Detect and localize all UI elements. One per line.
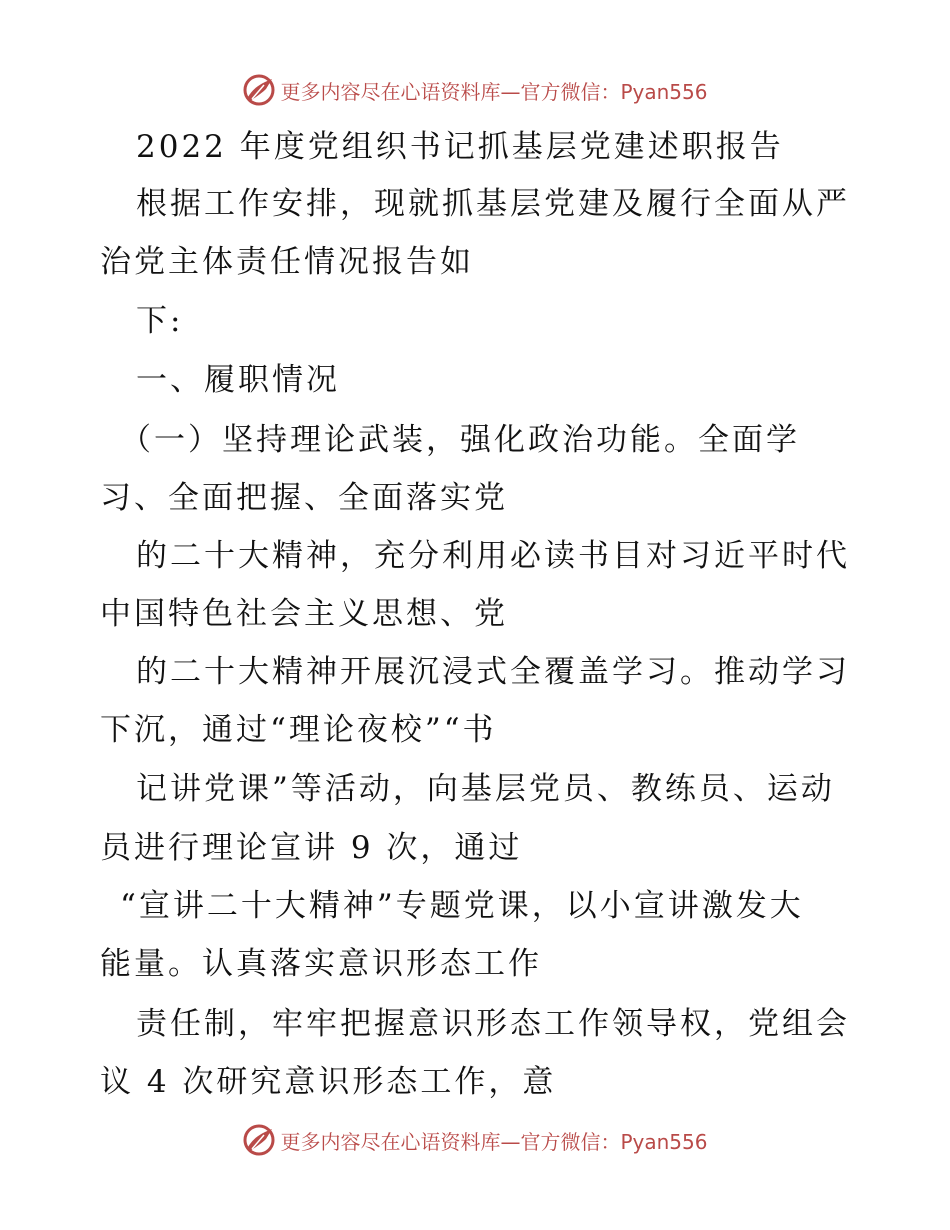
brand-logo-icon <box>242 1123 276 1157</box>
text-line: 能量。认真落实意识形态工作 <box>100 946 542 982</box>
text-line: 责任制，牢牢把握意识形态工作领导权，党组会 <box>136 1006 850 1042</box>
watermark-banner-top <box>0 70 950 110</box>
text-line: 的二十大精神开展沉浸式全覆盖学习。推动学习 <box>136 654 850 690</box>
text-line: 记讲党课”等活动，向基层党员、教练员、运动 <box>136 771 835 807</box>
text-line: 议 4 次研究意识形态工作，意 <box>100 1064 557 1100</box>
text-line: 习、全面把握、全面落实党 <box>100 480 508 516</box>
document-title: 2022 年度党组织书记抓基层党建述职报告 <box>136 129 784 165</box>
text-line: 治党主体责任情况报告如 <box>100 244 474 280</box>
text-line: 中国特色社会主义思想、党 <box>100 596 508 632</box>
text-line: 的二十大精神，充分利用必读书目对习近平时代 <box>136 538 850 574</box>
brand-logo-icon <box>242 73 276 107</box>
watermark-text: 更多内容尽在心语资料库—官方微信：Pyan556 <box>280 79 708 104</box>
section-heading: 一、履职情况 <box>136 362 340 398</box>
watermark-banner-bottom <box>0 1120 950 1160</box>
text-line: 下沉，通过“理论夜校”“书 <box>100 712 497 748</box>
text-line: “宣讲二十大精神”专题党课，以小宣讲激发大 <box>120 888 804 924</box>
text-line: 下: <box>136 303 184 339</box>
text-line: （一）坚持理论武装，强化政治功能。全面学 <box>120 422 800 458</box>
watermark-text: 更多内容尽在心语资料库—官方微信：Pyan556 <box>280 1129 708 1154</box>
text-line: 根据工作安排，现就抓基层党建及履行全面从严 <box>136 186 850 222</box>
text-line: 员进行理论宣讲 9 次，通过 <box>100 830 523 866</box>
